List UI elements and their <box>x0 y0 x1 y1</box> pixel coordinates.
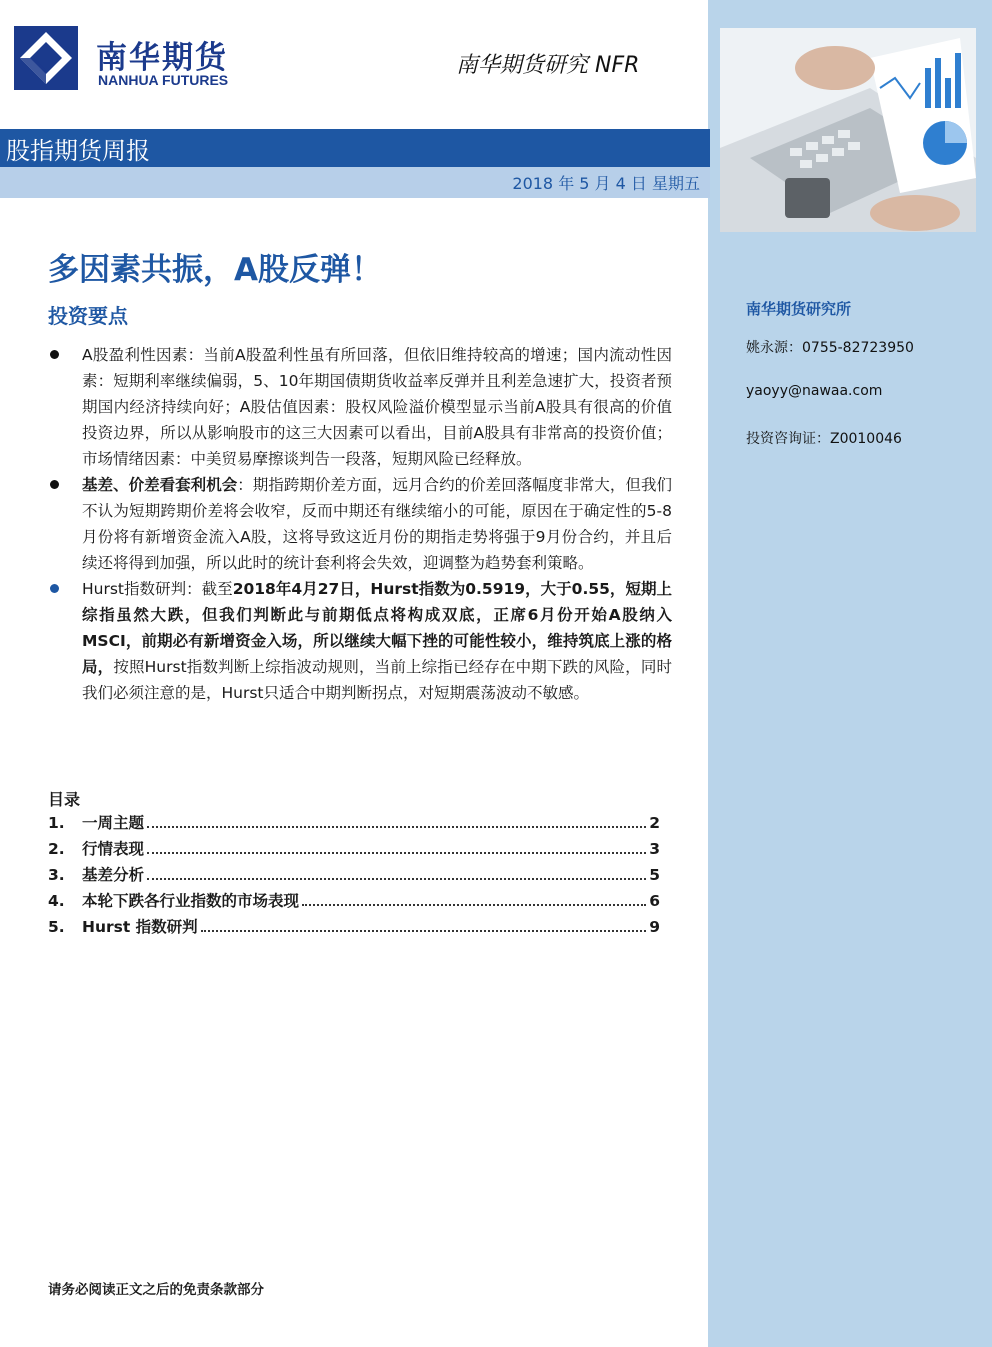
laptop-chart-illustration <box>720 28 976 232</box>
toc-item[interactable] <box>48 811 660 837</box>
toc-item-page: 2 <box>649 814 660 832</box>
cover-photo <box>720 28 976 232</box>
toc-item[interactable] <box>48 889 660 915</box>
key-point-text: A股盈利性因素：当前A股盈利性虽有所回落，但依旧维持较高的增速；国内流动性因素：短期利率继续偏弱，5、10年期国债期货收益率反弹并且利差急速扩大，投资者预期国内经济持续向好；A股估值因素：股权风险溢价模型显示当前A股具有很高的价值投资边界，所以从影响股市的这三大因素可以看出，目前A股具有非常高的投资价值；市场情绪因素：中美贸易摩擦谈判告一段落，短期风险已经释放。 <box>82 346 672 468</box>
toc-item-label: 一周主题 <box>82 814 145 832</box>
toc-item-label: 行情表现 <box>82 840 145 858</box>
key-point-bold: 2018年4月27日，Hurst指数为0.5919，大于0.55，短期上综指虽然大跌，但我们判断此与前期低点将构成双底，正席6月份开始A股纳入MSCI，前期必有新增资金入场，所以继续大幅下挫的可能性较小，维持筑底上涨的格局， <box>82 580 672 676</box>
table-of-contents <box>48 811 660 941</box>
toc-leader-dots <box>147 852 646 854</box>
key-point-text: ：期指跨期价差方面，远月合约的价差回落幅度非常大，但我们不认为短期跨期价差将会收窄，反而中期还有继续缩小的可能，原因在于确定性的5-8月份将有新增资金流入A股，这将导致这近月份的期指走势将强于9月份合约，并且后续还将得到加强，所以此时的统计套利将会失效，迎调整为趋势套利策略。 <box>82 476 672 572</box>
report-type-title: 股指期货周报 <box>6 137 150 165</box>
toc-item-page: 6 <box>649 892 660 910</box>
key-point-2 <box>48 472 672 576</box>
headline: 多因素共振，A股反弹！ <box>48 252 382 288</box>
analyst-contact: 姚永源：0755-82723950 <box>746 340 914 356</box>
logo-text-en: NANHUA FUTURES <box>98 72 229 88</box>
toc-item[interactable] <box>48 837 660 863</box>
toc-item[interactable] <box>48 915 660 941</box>
license-number: 投资咨询证：Z0010046 <box>746 431 902 447</box>
analyst-email[interactable]: yaoyy@nawaa.com <box>746 383 883 399</box>
bullet-dot-icon <box>50 480 59 489</box>
toc-item-number: 5. <box>48 918 65 936</box>
key-point-3 <box>48 576 672 706</box>
key-points-list <box>48 342 672 706</box>
logo-text-cn: 南华期货 <box>96 40 228 76</box>
toc-leader-dots <box>147 826 646 828</box>
key-point-prefix: Hurst指数研判：截至 <box>82 580 233 598</box>
company-logo <box>14 26 234 92</box>
toc-item-label: Hurst 指数研判 <box>82 918 198 936</box>
bullet-dot-icon <box>50 584 59 593</box>
key-point-1 <box>48 342 672 472</box>
section-subhead: 投资要点 <box>48 304 128 328</box>
research-institute-name: 南华期货研究所 <box>746 300 852 318</box>
disclaimer-note: 请务必阅读正文之后的免责条款部分 <box>48 1282 264 1298</box>
toc-leader-dots <box>147 878 646 880</box>
toc-item-label: 本轮下跌各行业指数的市场表现 <box>82 892 300 910</box>
toc-item[interactable] <box>48 863 660 889</box>
logo-mark-icon <box>14 26 78 90</box>
toc-item-number: 4. <box>48 892 65 910</box>
report-date: 2018 年 5 月 4 日 星期五 <box>512 174 700 193</box>
toc-item-number: 2. <box>48 840 65 858</box>
header-right-title: 南华期货研究 NFR <box>456 53 640 78</box>
toc-leader-dots <box>302 904 646 906</box>
toc-item-number: 1. <box>48 814 65 832</box>
toc-item-number: 3. <box>48 866 65 884</box>
bullet-dot-icon <box>50 350 59 359</box>
toc-title: 目录 <box>48 790 81 809</box>
key-point-text: 按照Hurst指数判断上综指波动规则，当前上综指已经存在中期下跌的风险，同时我们必须注意的是，Hurst只适合中期判断拐点，对短期震荡波动不敏感。 <box>82 658 672 702</box>
toc-item-page: 9 <box>649 918 660 936</box>
key-point-bold: 基差、价差看套利机会 <box>82 476 238 494</box>
toc-item-page: 3 <box>649 840 660 858</box>
toc-leader-dots <box>201 930 647 932</box>
toc-item-label: 基差分析 <box>82 866 145 884</box>
toc-item-page: 5 <box>649 866 660 884</box>
